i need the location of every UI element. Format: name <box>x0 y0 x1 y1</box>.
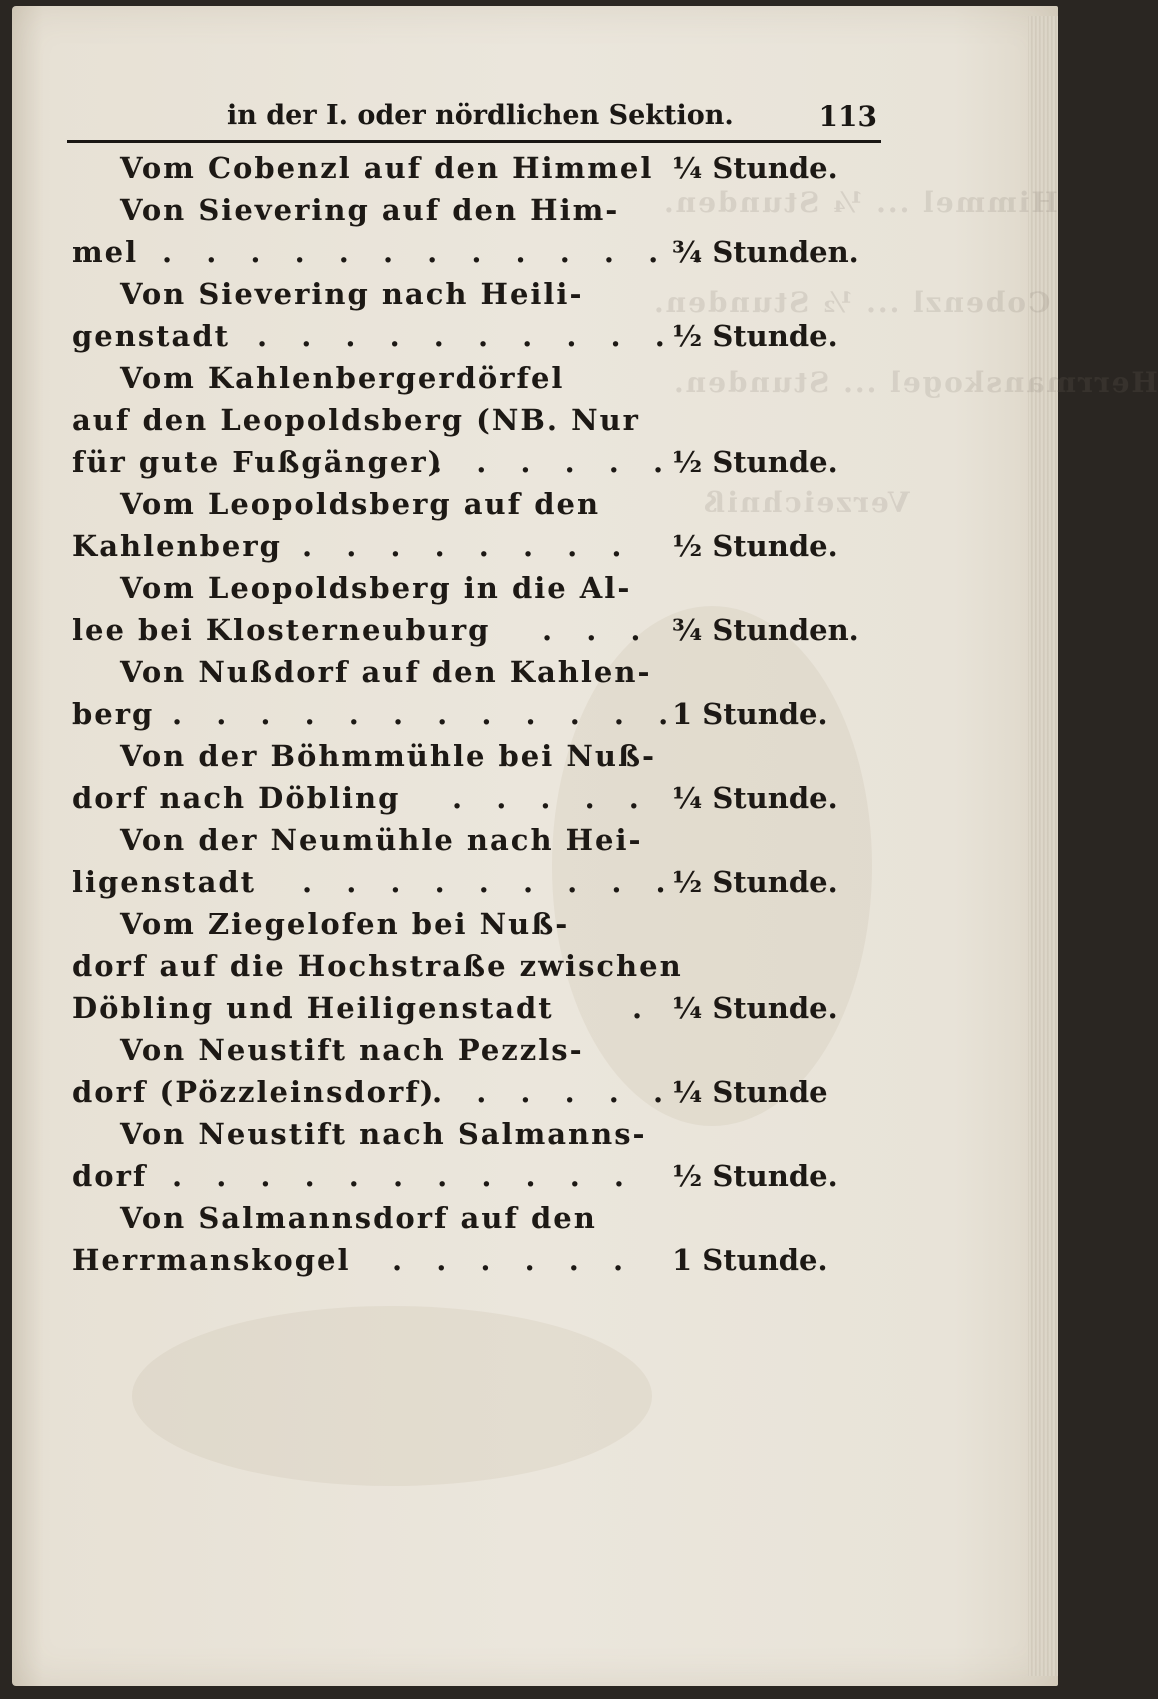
list-item <box>12 949 1058 995</box>
leader-dots: . . . . . . <box>432 1075 676 1109</box>
entry-text: Von Neustift nach Pezzls- <box>120 1033 584 1067</box>
list-item <box>12 1201 1058 1247</box>
leader-dots: . . . . . . <box>432 445 676 479</box>
entry-text: Vom Cobenzl auf den Himmel <box>120 151 654 185</box>
entry-time: ½ Stunde. <box>672 319 838 353</box>
list-item <box>12 655 1058 701</box>
entry-text: Vom Kahlenbergerdörfel <box>120 361 565 395</box>
entry-text: Von der Neumühle nach Hei- <box>120 823 643 857</box>
list-item <box>12 1117 1058 1163</box>
leader-dots: . . . . . . <box>392 1243 636 1277</box>
book-page <box>12 6 1158 1686</box>
entry-time: ¼ Stunde. <box>672 991 838 1025</box>
leader-dots: . . . . . . . . . . . . . <box>162 235 715 269</box>
running-head: in der I. oder nördlichen Sektion. <box>227 100 734 131</box>
entry-text: lee bei Klosterneuburg <box>72 613 491 647</box>
entry-time: ½ Stunde. <box>672 865 838 899</box>
entry-time: ¼ Stunde. <box>672 781 838 815</box>
list-item <box>12 235 1058 281</box>
list-item <box>12 403 1058 449</box>
entry-time: ½ Stunde. <box>672 529 838 563</box>
list-item <box>12 151 1058 197</box>
entry-text: Von der Böhmmühle bei Nuß- <box>120 739 657 773</box>
bleed-through-text: Herrmanskogel ... Stunden. <box>672 366 1158 399</box>
leader-dots: . . . . . . . . <box>302 529 634 563</box>
list-item <box>12 823 1058 869</box>
list-item <box>12 739 1058 785</box>
entry-text: Vom Ziegelofen bei Nuß- <box>120 907 570 941</box>
leader-dots: . . . . . . . . . . <box>257 319 677 353</box>
list-item <box>12 1243 1058 1289</box>
entry-text: dorf (Pözzleinsdorf) <box>72 1075 436 1109</box>
distance-list <box>12 6 1058 1686</box>
entry-text: Kahlenberg <box>72 529 282 563</box>
entry-text: mel <box>72 235 139 269</box>
leader-dots: . . . . . <box>452 781 651 815</box>
entry-text: Von Sievering auf den Him- <box>120 193 620 227</box>
entry-text: ligenstadt <box>72 865 257 899</box>
leader-dots: . . . . . . . . . . . <box>172 1159 637 1193</box>
entry-text: genstadt <box>72 319 230 353</box>
entry-text: Vom Leopoldsberg in die Al- <box>120 571 632 605</box>
list-item <box>12 529 1058 575</box>
leader-dots: . . . . . . . . . <box>302 865 678 899</box>
leader-dots: . . . <box>542 613 653 647</box>
leader-dots: . <box>632 991 655 1025</box>
list-item <box>12 991 1058 1037</box>
list-item <box>12 865 1058 911</box>
entry-time: ½ Stunde. <box>672 1159 838 1193</box>
entry-text: Von Salmannsdorf auf den <box>120 1201 597 1235</box>
entry-text: auf den Leopoldsberg (NB. Nur <box>72 403 640 437</box>
entry-text: dorf nach Döbling <box>72 781 401 815</box>
list-item <box>12 571 1058 617</box>
list-item <box>12 1159 1058 1205</box>
entry-text: berg <box>72 697 155 731</box>
page-number: 113 <box>818 100 877 133</box>
entry-time: ¾ Stunden. <box>672 235 859 269</box>
entry-time: ¼ Stunde <box>672 1075 828 1109</box>
entry-text: dorf <box>72 1159 148 1193</box>
list-item <box>12 697 1058 743</box>
list-item <box>12 277 1058 323</box>
entry-text: für gute Fußgänger) <box>72 445 444 479</box>
entry-time: ¼ Stunde. <box>672 151 838 185</box>
list-item <box>12 613 1058 659</box>
entry-text: Von Sievering nach Heili- <box>120 277 584 311</box>
entry-text: Von Neustift nach Salmanns- <box>120 1117 647 1151</box>
bleed-through-text: Verzeichniß <box>702 486 910 519</box>
list-item <box>12 361 1058 407</box>
list-item <box>12 781 1058 827</box>
leader-dots: . . . . . . . . . . . . <box>172 697 681 731</box>
entry-time: ¾ Stunden. <box>672 613 859 647</box>
list-item <box>12 1033 1058 1079</box>
bleed-through-text: Himmel ... ¼ Stunden. <box>662 186 1058 219</box>
entry-time: ½ Stunde. <box>672 445 838 479</box>
entry-text: Herrmanskogel <box>72 1243 351 1277</box>
entry-time: 1 Stunde. <box>672 697 828 731</box>
list-item <box>12 487 1058 533</box>
list-item <box>12 193 1058 239</box>
entry-text: Döbling und Heiligenstadt <box>72 991 554 1025</box>
list-item <box>12 319 1058 365</box>
entry-text: dorf auf die Hochstraße zwischen <box>72 949 683 983</box>
entry-time: 1 Stunde. <box>672 1243 828 1277</box>
list-item <box>12 445 1058 491</box>
list-item <box>12 1075 1058 1121</box>
entry-text: Vom Leopoldsberg auf den <box>120 487 601 521</box>
entry-text: Von Nußdorf auf den Kahlen- <box>120 655 652 689</box>
bleed-through-text: Cobenzl ... ½ Stunden. <box>652 286 1051 319</box>
list-item <box>12 907 1058 953</box>
